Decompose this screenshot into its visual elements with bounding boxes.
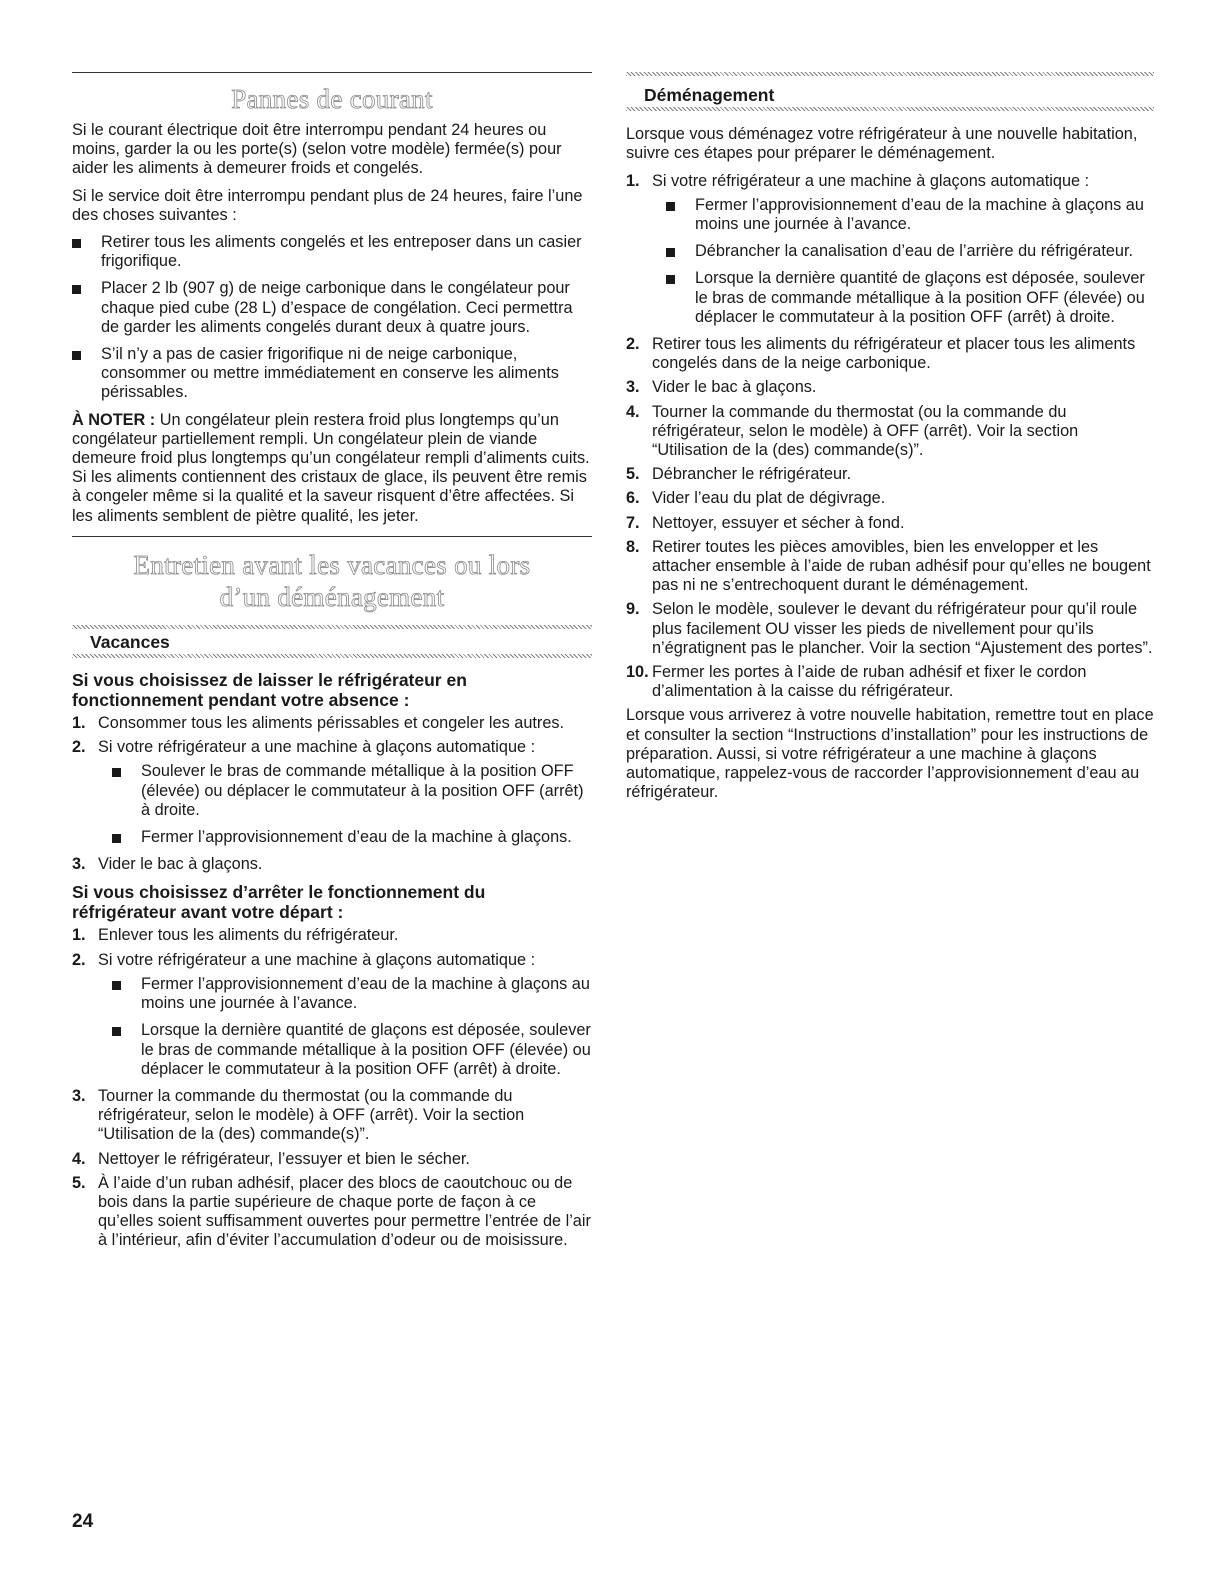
list-item: 5. Débrancher le réfrigérateur. — [626, 465, 852, 484]
list-item: 3. Vider le bac à glaçons. — [626, 378, 817, 397]
moving-heading: Déménagement — [644, 85, 775, 105]
bullet-square-icon — [666, 275, 675, 284]
list-item: 4. Nettoyer le réfrigérateur, l’essuyer et bien le sécher. — [72, 1149, 470, 1168]
power-note — [72, 411, 592, 526]
list-item: 1. Enlever tous les aliments du réfrigérateur. — [72, 926, 399, 945]
bullet-square-icon — [72, 351, 81, 360]
bullet-square-icon — [112, 1027, 121, 1036]
list-item: 1. Si votre réfrigérateur a une machine à glaçons automatique : — [626, 171, 1090, 190]
power-paragraph-2: Si le service doit être interrompu pendant plus de 24 heures, faire l’une des choses suivantes : — [72, 186, 583, 224]
list-item: 9. Selon le modèle, soulever le devant du réfrigérateur pour qu’il roule plus facilement OU visser les pieds de nivellement pour qu’ils n’égratignent pas le plancher. Voir la section “Ajustement des portes”. — [626, 600, 1153, 657]
list-item: 6. Vider l’eau du plat de dégivrage. — [626, 489, 886, 508]
hatch-divider — [626, 107, 1154, 111]
list-item: Retirer tous les aliments congelés et les entreposer dans un casier frigorifique. — [72, 233, 592, 271]
section-rule — [72, 72, 592, 73]
moving-closing: Lorsque vous arriverez à votre nouvelle habitation, remettre tout en place et consulter la section “Instructions d’installation” pour les instructions de préparation. Aussi, si votre réfrigérateur a une machine à glaçons automatique, rappelez-vous de raccorder l’approvisionnement d’eau au réfrigérateur. — [626, 706, 1154, 802]
list-item: 4. Tourner la commande du thermostat (ou la commande du réfrigérateur, selon le modèle) à OFF (arrêt). Voir la section “Utilisation de la (des) commande(s)”. — [626, 402, 1079, 460]
maintenance-title: Entretien avant les vacances ou lors d’un déménagement — [133, 549, 531, 612]
moving-intro: Lorsque vous déménagez votre réfrigérateur à une nouvelle habitation, suivre ces étapes pour préparer le déménagement. — [626, 125, 1138, 163]
section-rule — [72, 536, 592, 537]
list-item: Placer 2 lb (907 g) de neige carbonique dans le congélateur pour chaque pied cube (28 L) d’espace de congélation. Ceci permettra de garder les aliments congelés durant deux à quatre jours. — [72, 279, 592, 337]
bullet-square-icon — [666, 202, 675, 211]
list-item: Soulever le bras de commande métallique à la position OFF (élevée) ou déplacer le commutateur à la position OFF (arrêt) à droite. — [112, 762, 592, 820]
right-column — [626, 72, 1154, 811]
note-text: Un congélateur plein restera froid plus longtemps qu’un congélateur partiellement rempli. Un congélateur plein de viande demeure froid plus longtemps qu’un congélateur rempli d’aliments cuits. Si les aliments contiennent des cristaux de glace, ils peuvent être remis à congeler même si la qualité et la saveur risquent d’être affectées. Si les aliments semblent de piètre qualité, les jeter. — [72, 410, 590, 525]
page-number: 24 — [72, 1511, 94, 1532]
hatch-divider — [72, 654, 592, 658]
list-item: Fermer l’approvisionnement d’eau de la machine à glaçons au moins une journée à l’avance. — [666, 196, 1154, 234]
bullet-square-icon — [72, 285, 81, 294]
bullet-square-icon — [112, 981, 121, 990]
turn-off-heading: Si vous choisissez d’arrêter le fonctionnement du réfrigérateur avant votre départ : — [72, 882, 486, 923]
list-item: 3. Tourner la commande du thermostat (ou la commande du réfrigérateur, selon le modèle) à OFF (arrêt). Voir la section “Utilisation de la (des) commande(s)”. — [72, 1086, 525, 1144]
power-paragraph-1: Si le courant électrique doit être interrompu pendant 24 heures ou moins, garder la ou les porte(s) (selon votre modèle) fermée(s) pour aider les aliments à demeurer froids et congelés. — [72, 121, 562, 178]
list-item: 8. Retirer toutes les pièces amovibles, bien les envelopper et les attacher ensemble à l’aide de ruban adhésif pour qu’elles ne bougent pas ni ne s’entrechoquent durant le déménagement. — [626, 537, 1151, 595]
bullet-square-icon — [112, 834, 121, 843]
list-item: Lorsque la dernière quantité de glaçons est déposée, soulever le bras de commande métallique à la position OFF (élevée) ou déplacer le commutateur à la position OFF (arrêt) à droite. — [112, 1021, 592, 1079]
list-item: S’il n’y a pas de casier frigorifique ni de neige carbonique, consommer ou mettre immédiatement en conserve les aliments périssables. — [72, 345, 592, 403]
list-item: 2. Retirer tous les aliments du réfrigérateur et placer tous les aliments congelés dans de la neige carbonique. — [626, 335, 1136, 373]
list-item: 10. Fermer les portes à l’aide de ruban adhésif et fixer le cordon d’alimentation à la caisse du réfrigérateur. — [626, 663, 1087, 701]
list-item: 1. Consommer tous les aliments périssables et congeler les autres. — [72, 714, 565, 733]
power-outage-title: Pannes de courant — [231, 84, 433, 114]
list-item: 3. Vider le bac à glaçons. — [72, 855, 263, 874]
list-item: 7. Nettoyer, essuyer et sécher à fond. — [626, 513, 905, 532]
note-label: À NOTER : — [72, 410, 156, 429]
list-item: Lorsque la dernière quantité de glaçons est déposée, soulever le bras de commande métallique à la position OFF (élevée) ou déplacer le commutateur à la position OFF (arrêt) à droite. — [666, 269, 1154, 327]
vacances-heading: Vacances — [90, 631, 170, 652]
list-item: 2. Si votre réfrigérateur a une machine à glaçons automatique : — [72, 738, 536, 757]
bullet-square-icon — [666, 248, 675, 257]
left-column — [72, 72, 592, 1256]
hatch-divider — [626, 72, 1154, 76]
list-item: Fermer l’approvisionnement d’eau de la machine à glaçons au moins une journée à l’avance. — [112, 975, 592, 1013]
list-item: Fermer l’approvisionnement d’eau de la machine à glaçons. — [112, 828, 592, 847]
list-item: Débrancher la canalisation d’eau de l’arrière du réfrigérateur. — [666, 242, 1154, 261]
list-item: 2. Si votre réfrigérateur a une machine à glaçons automatique : — [72, 950, 536, 969]
leave-on-heading: Si vous choisissez de laisser le réfrigérateur en fonctionnement pendant votre absence : — [72, 670, 467, 711]
bullet-square-icon — [112, 768, 121, 777]
bullet-square-icon — [72, 239, 81, 248]
hatch-divider — [72, 625, 592, 629]
list-item: 5. À l’aide d’un ruban adhésif, placer des blocs de caoutchouc ou de bois dans la partie supérieure de chaque porte de façon à ce qu’elles soient suffisamment ouvertes pour permettre l’entrée de l’air à l’intérieur, afin d’éviter l’accumulation d’odeur ou de moisissure. — [72, 1173, 591, 1250]
